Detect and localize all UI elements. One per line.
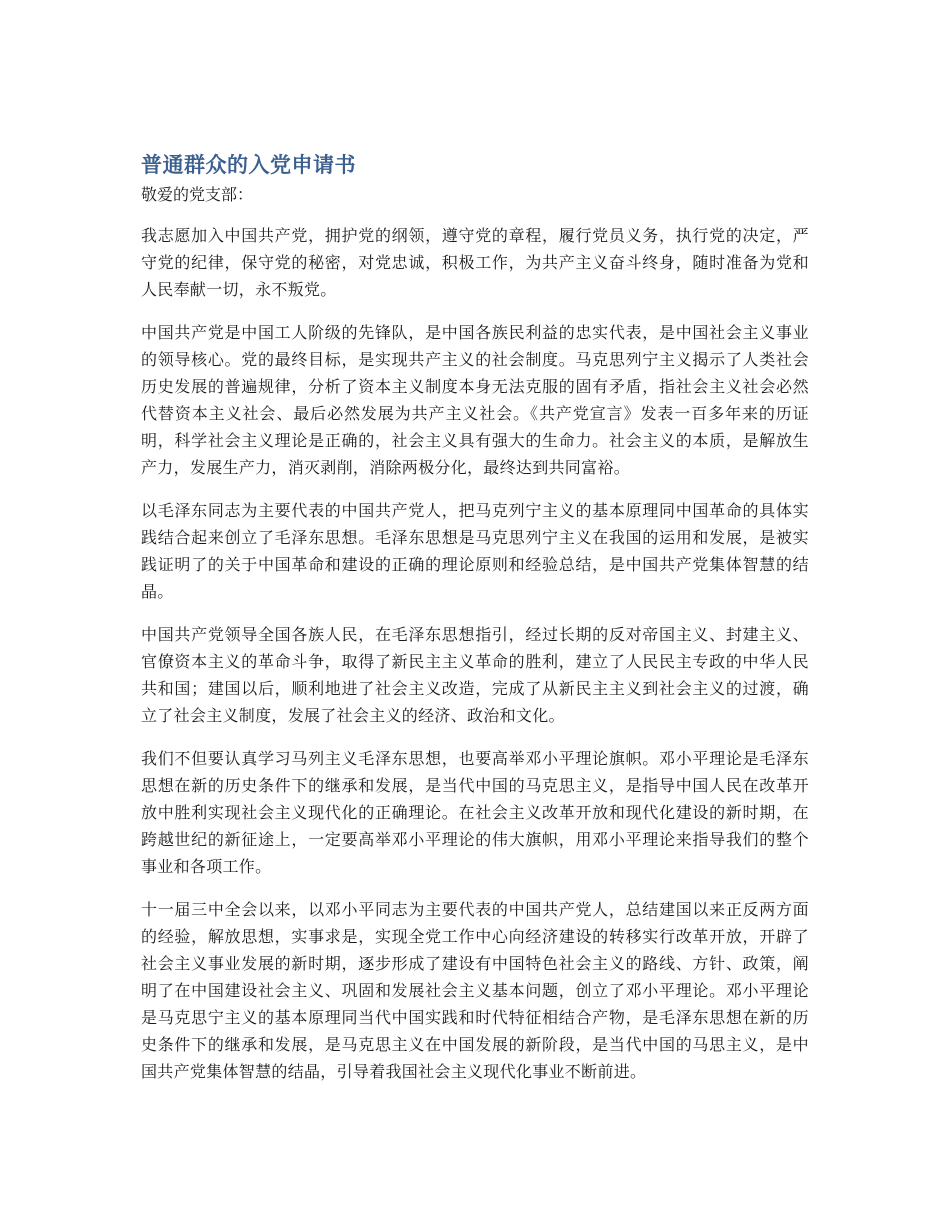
paragraph-3: 以毛泽东同志为主要代表的中国共产党人，把马克列宁主义的基本原理同中国革命的具体实践结合起来创立了毛泽东思想。毛泽东思想是马克思列宁主义在我国的运用和发展，是被实践证明了的关于中国革命和建设的正确的理论原则和经验总结，是中国共产党集体智慧的结晶。	[141, 501, 809, 601]
paragraph-4: 中国共产党领导全国各族人民，在毛泽东思想指引，经过长期的反对帝国主义、封建主义、官僚资本主义的革命斗争，取得了新民主主义革命的胜利，建立了人民民主专政的中华人民共和国；建国以后，顺利地进了社会主义改造，完成了从新民主主义到社会主义的过渡，确立了社会主义制度，发展了社会主义的经济、政治和文化。	[141, 625, 809, 725]
paragraph-6: 十一届三中全会以来，以邓小平同志为主要代表的中国共产党人，总结建国以来正反两方面的经验，解放思想，实事求是，实现全党工作中心向经济建设的转移实行改革开放，开辟了社会主义事业发展的新时期，逐步形成了建设有中国特色社会主义的路线、方针、政策，阐明了在中国建设社会主义、巩固和发展社会主义基本问题，创立了邓小平理论。邓小平理论是马克思宁主义的基本原理同当代中国实践和时代特征相结合产物，是毛泽东思想在新的历史条件下的继承和发展，是马克思主义在中国发展的新阶段，是当代中国的马思主义，是中国共产党集体智慧的结晶，引导着我国社会主义现代化事业不断前进。	[141, 900, 809, 1081]
paragraph-2: 中国共产党是中国工人阶级的先锋队，是中国各族民利益的忠实代表，是中国社会主义事业的领导核心。党的最终目标，是实现共产主义的社会制度。马克思列宁主义揭示了人类社会历史发展的普遍规律，分析了资本主义制度本身无法克服的固有矛盾，指社会主义社会必然代替资本主义社会、最后必然发展为共产主义社会。《共产党宣言》发表一百多年来的历证明，科学社会主义理论是正确的，社会主义具有强大的生命力。社会主义的本质，是解放生产力，发展生产力，消灭剥削，消除两极分化，最终达到共同富裕。	[141, 323, 809, 477]
paragraph-5: 我们不但要认真学习马列主义毛泽东思想，也要高举邓小平理论旗帜。邓小平理论是毛泽东思想在新的历史条件下的继承和发展，是当代中国的马克思主义，是指导中国人民在改革开放中胜利实现社会主义现代化的正确理论。在社会主义改革开放和现代化建设的新时期，在跨越世纪的新征途上，一定要高举邓小平理论的伟大旗帜，用邓小平理论来指导我们的整个事业和各项工作。	[141, 749, 809, 876]
document-title: 普通群众的入党申请书	[141, 153, 356, 177]
salutation: 敬爱的党支部：	[141, 185, 254, 204]
document-page	[141, 150, 809, 1085]
paragraph-1: 我志愿加入中国共产党，拥护党的纲领，遵守党的章程，履行党员义务，执行党的决定，严守党的纪律，保守党的秘密，对党忠诚，积极工作，为共产主义奋斗终身，随时准备为党和人民奉献一切，永不叛党。	[141, 226, 809, 299]
